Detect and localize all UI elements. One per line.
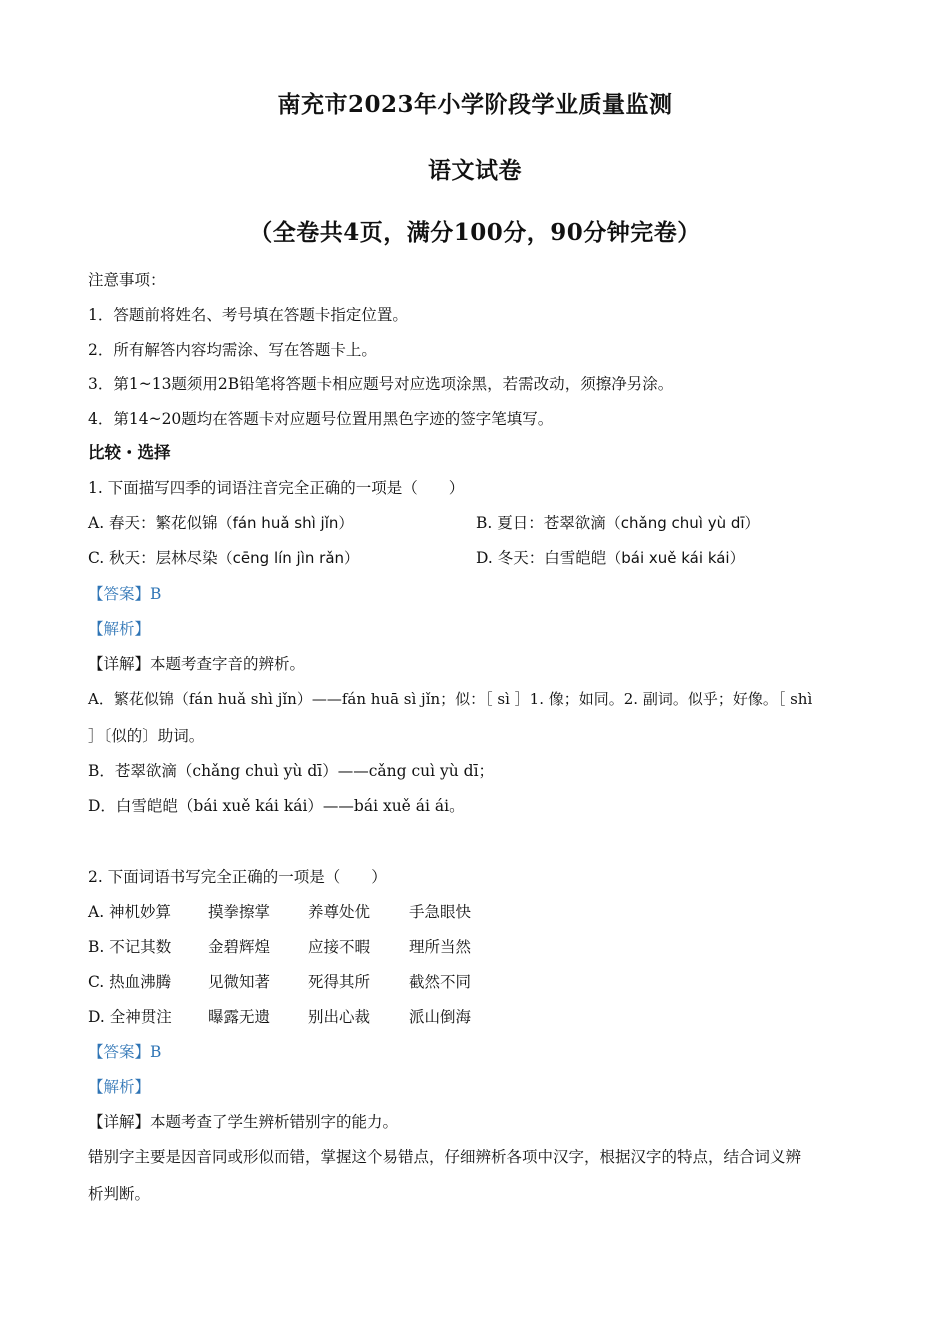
q2-row-b-word3: 应接不暇	[308, 938, 371, 956]
q2-row-c-word2: 见微知著	[208, 973, 271, 991]
q1-option-b	[476, 513, 760, 533]
q2-answer: 【答案】B	[88, 1043, 162, 1061]
section-title: 比较・选择	[88, 443, 171, 462]
q1-explanation-a-line1: A．繁花似锦（fán huǎ shì jǐn）——fán huā sì jǐn；似：［ sì ］1. 像；如同。2. 副词。似乎；好像。［ shì	[88, 690, 813, 708]
q2-row-a-word4: 手急眼快	[409, 903, 472, 921]
q1-option-c-pinyin: （cēng lín jìn rǎn）	[217, 549, 360, 567]
q1-option-d-pinyin: （bái xuě kái kái）	[606, 549, 745, 567]
q2-row-b-label: B. 不记其数	[88, 938, 172, 956]
q2-analysis-tag: 【解析】	[88, 1078, 151, 1096]
q2-row-d-word2: 曝露无遗	[208, 1008, 271, 1026]
q1-option-b-label: B. 夏日：苍翠欲滴	[476, 514, 606, 532]
q2-row-d-label: D. 全神贯注	[88, 1008, 172, 1026]
q2-paragraph-line2: 析判断。	[88, 1185, 151, 1203]
q1-stem: 1. 下面描写四季的词语注音完全正确的一项是（ ）	[88, 479, 465, 497]
q2-stem: 2. 下面词语书写完全正确的一项是（ ）	[88, 868, 387, 886]
q1-option-d	[476, 548, 745, 568]
q1-option-a	[88, 513, 353, 533]
q2-row-c-word4: 截然不同	[409, 973, 472, 991]
q2-row-d-word3: 别出心裁	[308, 1008, 371, 1026]
q2-row-b-word2: 金碧辉煌	[208, 938, 271, 956]
q2-row-d-word4: 派山倒海	[409, 1008, 472, 1026]
q2-row-a-word2: 摸拳擦掌	[208, 903, 271, 921]
q1-option-d-label: D. 冬天：白雪皑皑	[476, 549, 607, 567]
note-item-2: 2．所有解答内容均需涂、写在答题卡上。	[88, 341, 377, 359]
q1-option-c-label: C. 秋天：层林尽染	[88, 549, 218, 567]
q1-option-b-pinyin: （chǎng chuì yù dī）	[605, 514, 760, 532]
note-item-3: 3．第1~13题须用2B铅笔将答题卡相应题号对应选项涂黑，若需改动，须擦净另涂。	[88, 375, 674, 393]
exam-title: 南充市2023年小学阶段学业质量监测	[277, 91, 673, 118]
q1-option-a-pinyin: （fán huǎ shì jǐn）	[217, 514, 354, 532]
q1-detail: 【详解】本题考查字音的辨析。	[88, 655, 306, 673]
q1-explanation-a-line2: ］〔似的〕助词。	[88, 727, 205, 745]
q1-option-c	[88, 548, 359, 568]
q2-row-a-label: A. 神机妙算	[88, 903, 172, 921]
q1-analysis-tag: 【解析】	[88, 620, 151, 638]
q2-row-c-word3: 死得其所	[308, 973, 371, 991]
q1-explanation-b: B．苍翠欲滴（chǎng chuì yù dī）——cǎng cuì yù dī；	[88, 762, 495, 780]
q1-option-a-label: A. 春天：繁花似锦	[88, 514, 218, 532]
notes-heading: 注意事项：	[88, 271, 166, 289]
q2-row-b-word4: 理所当然	[409, 938, 472, 956]
exam-meta: （全卷共4页，满分100分，90分钟完卷）	[249, 219, 701, 246]
q2-row-c-label: C. 热血沸腾	[88, 973, 172, 991]
note-item-1: 1．答题前将姓名、考号填在答题卡指定位置。	[88, 306, 408, 324]
q1-answer: 【答案】B	[88, 585, 162, 603]
note-item-4: 4．第14~20题均在答题卡对应题号位置用黑色字迹的签字笔填写。	[88, 410, 554, 428]
q1-explanation-d: D．白雪皑皑（bái xuě kái kái）——bái xuě ái ái。	[88, 797, 465, 815]
q2-detail: 【详解】本题考查了学生辨析错别字的能力。	[88, 1113, 399, 1131]
q2-row-a-word3: 养尊处优	[308, 903, 371, 921]
q2-paragraph-line1: 错别字主要是因音同或形似而错，掌握这个易错点，仔细辨析各项中汉字，根据汉字的特点，结合词义辨	[88, 1148, 802, 1166]
exam-subject: 语文试卷	[428, 157, 522, 184]
